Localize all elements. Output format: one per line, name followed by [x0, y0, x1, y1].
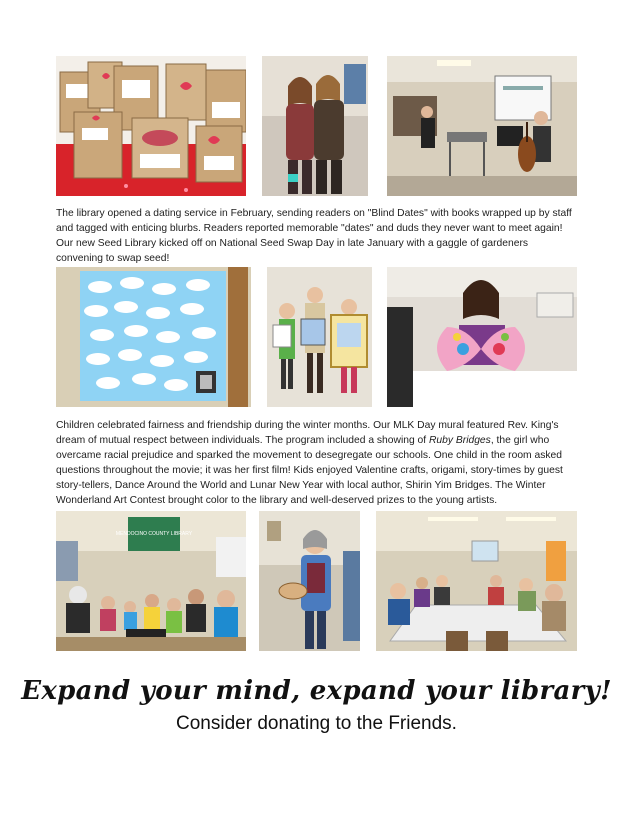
photo-mlk-cloud-mural	[56, 267, 251, 407]
banner-text: MENDOCINO COUNTY LIBRARY	[115, 531, 193, 537]
winter-caption-part1: Children celebrated fairness and friendship during the winter months. Our MLK Day mural featured Rev. King's dream of mutual respect between individuals. The program included a showing of	[56, 420, 559, 446]
winter-caption-part2: , the girl who overcame racial prejudice and sparked the movement to desegregate our schools. One child in the room asked questions throughout the movie; it was her first film! Kids enjoyed Valentine crafts, origami, story-times by guest story-tellers, Dance Around the World and Lunar New Year with local author, Shirin Yim Bridges. The Winter Wonderland Art Contest brought color to the library and well-deserved prizes to the young artists.	[56, 435, 563, 506]
photo-kids-with-artwork	[267, 267, 372, 407]
photo-storytime-crowd	[56, 511, 246, 651]
donate-call-to-action: Consider donating to the Friends.	[176, 713, 457, 734]
photo-group-at-tables	[376, 511, 577, 651]
photo-woman-with-plate	[259, 511, 360, 651]
slogan: Expand your mind, expand your library!	[21, 676, 612, 706]
photo-two-women	[262, 56, 368, 196]
photo-blind-date-books	[56, 56, 246, 196]
blind-dates-caption: The library opened a dating service in February, sending readers on "Blind Dates" with books wrapped up by staff and tagged with enticing blurbs. Readers reported memorable "dates" and duds they never want to meet again! Our new Seed Library kicked off on National Seed Swap Day in late January with a gaggle of gardeners convening to swap seed!	[56, 208, 572, 264]
film-title: Ruby Bridges	[429, 435, 491, 446]
photo-girl-with-butterfly-craft	[387, 267, 577, 407]
photo-music-presentation	[387, 56, 577, 196]
winter-caption	[56, 418, 576, 508]
